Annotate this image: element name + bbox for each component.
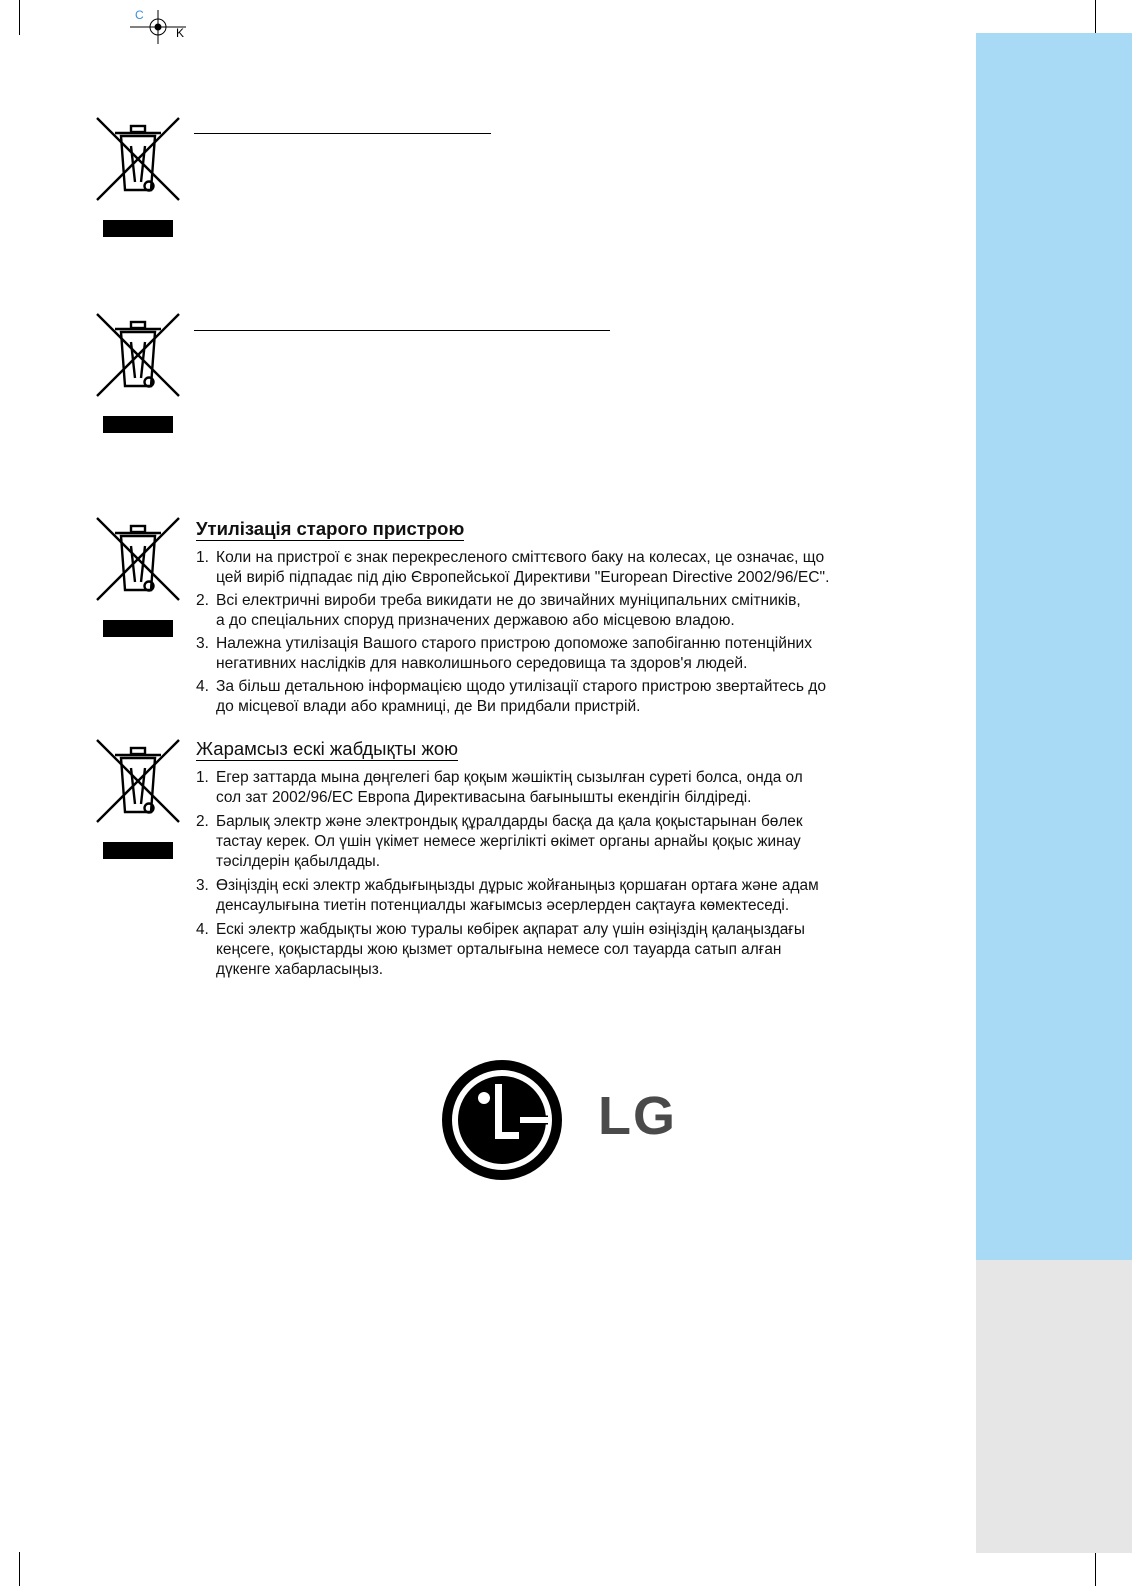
section-title: Утилізація старого пристрою [196, 518, 465, 539]
empty-heading-rule [194, 330, 610, 331]
empty-heading-rule [194, 133, 491, 134]
instruction-list [196, 548, 956, 717]
instruction-list [196, 768, 956, 980]
weee-bin-icon [95, 312, 181, 438]
sidebar-grey-band [976, 1260, 1132, 1553]
sidebar-color-band [976, 33, 1132, 1260]
list-item: 3. Өзіңіздің ескі электр жабдығыңызды дұрыс жойғаныңыз қоршаған ортаға және адам денсаулығына тиетін потенциалды жағымсыз әсерлерден сақтауға көмектеседі. [196, 877, 819, 914]
crop-mark [19, 1552, 20, 1586]
weee-bin-icon [95, 738, 181, 864]
registration-label-k: K [176, 26, 185, 40]
section-title: Жарамсыз ескі жабдықты жою [196, 738, 458, 759]
weee-bin-icon [95, 516, 181, 642]
disposal-section-kk [196, 738, 956, 984]
list-item: 4. За більш детальною інформацією щодо утилізації старого пристрою звертайтесь до до місцевої влади або крамниці, де Ви придбали пристрій. [196, 678, 827, 715]
weee-bin-icon [95, 116, 181, 242]
disposal-section-uk [196, 518, 956, 720]
lg-logo-icon [440, 1058, 564, 1182]
registration-label-c: C [135, 8, 144, 22]
list-item: 2. Всі електричні вироби треба викидати не до звичайних муніципальних смітників, а до спеціальних споруд призначених державою або місцевою владою. [196, 592, 801, 629]
list-item: 1. Егер заттарда мына дөңгелегі бар қоқым жәшіктің сызылған суреті болса, онда ол сол зат 2002/96/EC Европа Директивасына бағынышты екендігін білдіреді. [196, 769, 803, 806]
list-item: 4. Ескі электр жабдықты жою туралы көбірек ақпарат алу үшін өзіңіздің қалаңыздағы кеңсеге, қоқыстарды жою қызмет орталығына немесе сол тауарда сатып алған дүкенге хабарласыңыз. [196, 921, 805, 978]
list-item: 3. Належна утилізація Вашого старого пристрою допоможе запобіганню потенційних негативних наслідків для навколишнього середовища та здоров'я людей. [196, 635, 813, 672]
lg-wordmark: LG [598, 1086, 677, 1146]
crop-mark [19, 0, 20, 35]
list-item: 1. Коли на пристрої є знак перекресленого сміттєвого баку на колесах, це означає, що цей виріб підпадає під дію Європейської Директиви "European Directive 2002/96/EC". [196, 549, 830, 586]
crop-mark [1095, 1552, 1096, 1586]
list-item: 2. Барлық электр және электрондық құралдарды басқа да қала қоқыстарынан бөлек тастау керек. Ол үшін үкімет немесе жергілікті өкімет органы арнайы қоқыс жинау тәсілдерін қабылдады. [196, 813, 803, 870]
